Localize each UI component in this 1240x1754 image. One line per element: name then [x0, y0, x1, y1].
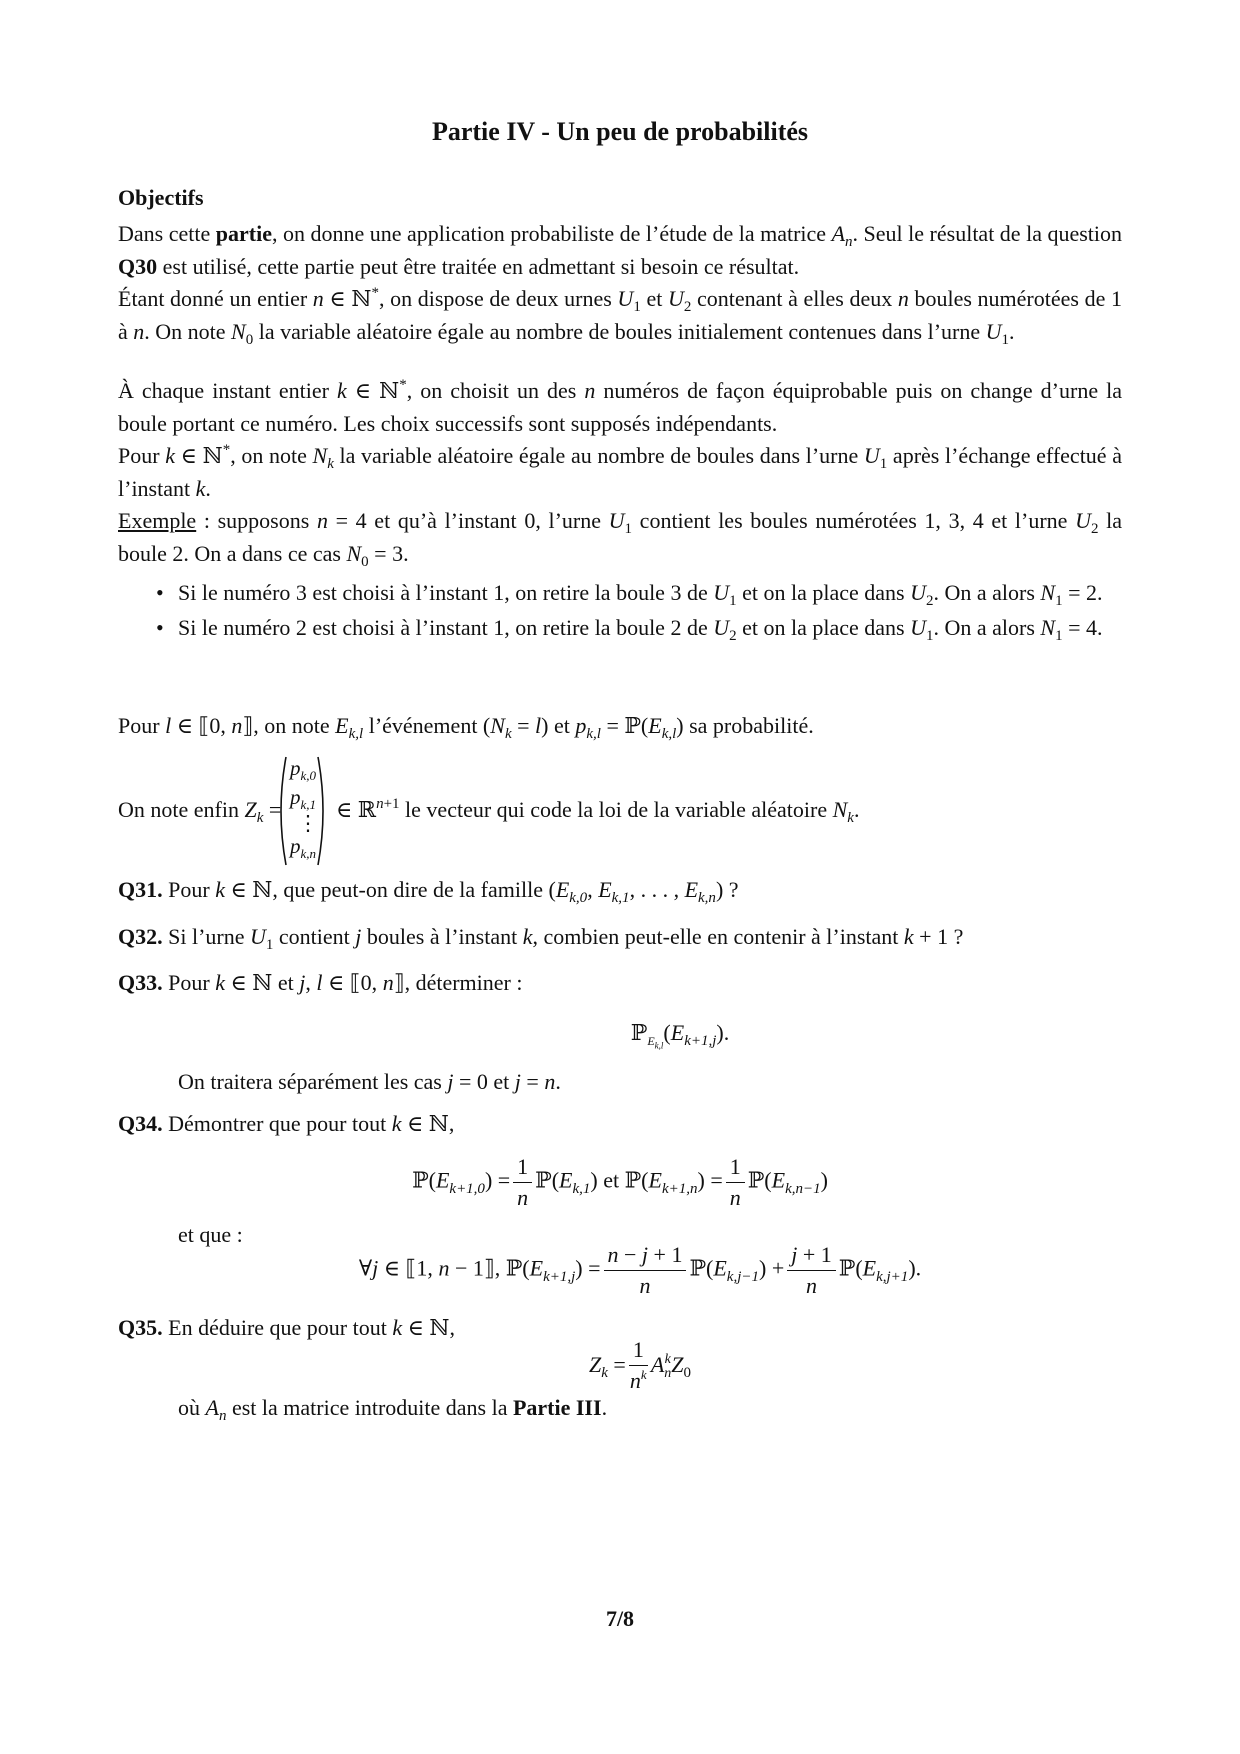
question-q34: Q34. Démontrer que pour tout k ∈ ℕ,: [118, 1111, 455, 1136]
bullet-icon: •: [156, 580, 164, 605]
bullet-icon: •: [156, 615, 164, 640]
list-item: • Si le numéro 3 est choisi à l’instant 1, on retire la boule 3 de $U_1$ et on la place dans $U_2$. On a alors $N_1 = 2$.: [156, 580, 1103, 609]
question-q33: Q33. Pour k ∈ ℕ et j, l ∈ ⟦0, n⟧, déterminer :: [118, 970, 523, 995]
objectifs-heading: Objectifs: [118, 185, 204, 210]
question-q31: Q31. Pour k ∈ ℕ, que peut-on dire de la famille ($E_{k,0}$, $E_{k,1}$, . . . , $E_{k,n}$) ?: [118, 877, 739, 906]
paragraph-process: À chaque instant entier k ∈ ℕ*, on choisit un des n numéros de façon équiprobable puis on change d’urne la boule portant ce numéro. Les choix successifs sont supposés indépendants.: [118, 377, 1122, 436]
q35-formula: $Z_k$ = $\frac{1}{n^k}$ A k n $Z_0$: [588, 1337, 692, 1393]
q34-formula-2: ∀j ∈ ⟦1, n − 1⟧, $ℙ(E_{k+1,j})$ = $\frac{n - j + 1}{n}$ $ℙ(E_{k,j-1})$ + $\frac{j + 1}{n}$ $ℙ(E_{k,j+1})$.: [358, 1242, 922, 1298]
vector-definition: On note enfin $Z_k$ = $p_{k,0}$ $p_{k,1}$ ⋮ $p_{k,n}$ ∈ ℝ$^{n+1}$ le vecteur qui code la loi de la variable aléatoire $N_k$.: [118, 755, 1122, 867]
list-item: • Si le numéro 2 est choisi à l’instant 1, on retire la boule 2 de $U_2$ et on la place dans $U_1$. On a alors $N_1 = 4$.: [156, 615, 1103, 644]
vector-entries: $p_{k,0}$ $p_{k,1}$ ⋮ $p_{k,n}$: [290, 756, 319, 861]
q34-et-que: et que :: [178, 1222, 243, 1247]
question-q35: Q35. En déduire que pour tout k ∈ ℕ,: [118, 1315, 456, 1340]
paragraph-nk: Pour k ∈ ℕ*, on note $N_k$ la variable aléatoire égale au nombre de boules dans l’urne $U_1$ après l’échange effectué à l’instant k.: [118, 442, 1122, 501]
paragraph-events: Pour l ∈ ⟦0, n⟧, on note $E_{k,l}$ l’événement $(N_k = l)$ et $p_{k,l}$ = $ℙ(E_{k,l})$ sa probabilité.: [118, 713, 814, 742]
question-q32: Q32. Si l’urne $U_1$ contient j boules à l’instant k, combien peut-elle en contenir à l’instant k + 1 ?: [118, 924, 964, 953]
page-number: 7/8: [605, 1606, 635, 1631]
paragraph-example: Exemple : supposons n = 4 et qu’à l’instant 0, l’urne $U_1$ contient les boules numérotées 1, 3, 4 et l’urne $U_2$ la boule 2. On a dans ce cas $N_0 = 3$.: [118, 508, 1122, 570]
paragraph-urns: Étant donné un entier n ∈ ℕ*, on dispose de deux urnes $U_1$ et $U_2$ contenant à elles deux n boules numérotées de 1 à n. On note $N_0$ la variable aléatoire égale au nombre de boules initialement contenues dans l’urne $U_1$.: [118, 285, 1122, 348]
paragraph-intro: Dans cette partie, on donne une application probabiliste de l’étude de la matrice $A_n$. Seul le résultat de la question Q30 est utilisé, cette partie peut être traitée en admettant si besoin ce résultat.: [118, 221, 1123, 279]
q33-note: On traitera séparément les cas j = 0 et j = n.: [178, 1069, 561, 1094]
section-title: Partie IV - Un peu de probabilités: [431, 117, 809, 146]
q35-note: où $A_n$ est la matrice introduite dans la Partie III.: [178, 1395, 608, 1424]
example-bullet-list: [156, 578, 1122, 646]
q33-formula: $ℙ_{E_{k,l}}(E_{k+1,j})$.: [630, 1020, 730, 1051]
q34-formula-1: $ℙ(E_{k+1,0})$ = $\frac{1}{n}$ $ℙ(E_{k,1})$ et $ℙ(E_{k+1,n})$ = $\frac{1}{n}$ $ℙ(E_{k,n-1})$: [412, 1154, 828, 1210]
